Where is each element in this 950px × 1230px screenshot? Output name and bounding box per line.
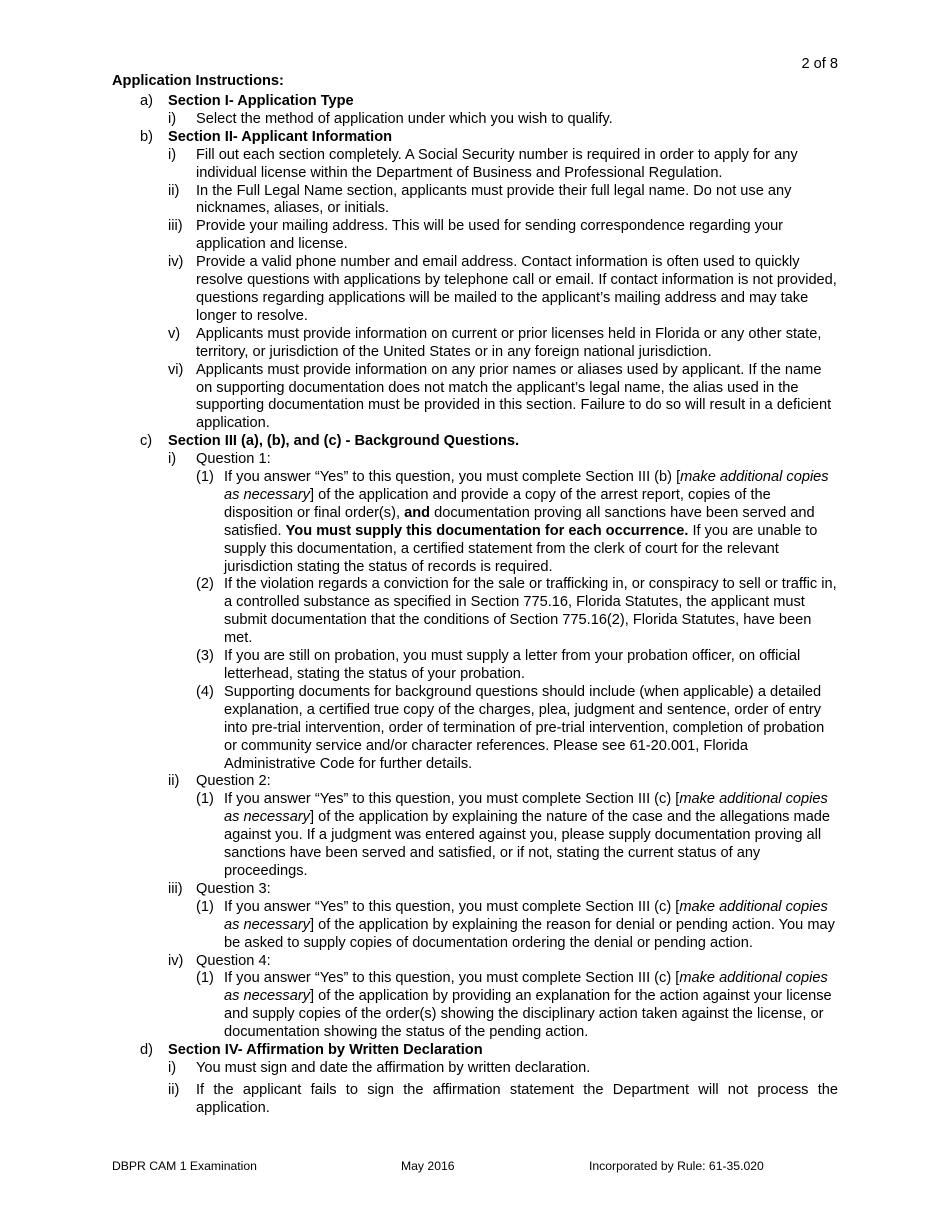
question-title: Question 2: (196, 773, 271, 790)
item-text: Applicants must provide information on current or prior licenses held in Florida or any other state, territory, or jurisdiction of the United States or in any foreign national jurisdiction. (196, 325, 822, 360)
sub-item-label: (3) (196, 648, 214, 665)
text-run: If you answer “Yes” to this question, you must complete Section III (c) [ (224, 791, 680, 808)
section-label: d) (140, 1042, 153, 1059)
item-label: i) (168, 110, 177, 127)
item-text: You must sign and date the affirmation by written declaration. (196, 1059, 591, 1076)
item-text: Provide your mailing address. This will be used for sending correspondence regarding your application and license. (196, 218, 784, 253)
question-3 (0, 881, 950, 899)
sub-item-label: (1) (196, 469, 214, 486)
item-label: ii) (168, 773, 180, 790)
section-label: c) (140, 433, 153, 450)
item-label: i) (168, 146, 177, 163)
item-label: v) (168, 325, 181, 342)
question-title: Question 4: (196, 952, 271, 969)
list-item (0, 111, 950, 129)
item-label: iv) (168, 952, 184, 969)
sub-item-label: (4) (196, 683, 214, 700)
section-label: a) (140, 93, 153, 109)
italic-run: make additional copies as necessary (224, 469, 829, 503)
list-item (0, 1060, 950, 1078)
footer-rule: Incorporated by Rule: 61-35.020 (589, 1159, 764, 1173)
list-item (0, 218, 950, 254)
text-run: If you are unable to supply this documentation, a certified statement from the clerk of court for the relevant jurisdiction stating the status of records is required. (224, 522, 818, 575)
list-item (0, 362, 950, 434)
italic-run: make additional copies as necessary (224, 791, 828, 826)
section-title: Section III (a), (b), and (c) - Background Questions. (168, 433, 520, 450)
item-label: ii) (168, 1081, 180, 1098)
sub-item-text: If the violation regards a conviction for the sale or trafficking in, or conspiracy to sell or traffic in, a controlled substance as specified in Section 775.16, Florida Statutes, the applicant must submit documentation that the conditions of Section 775.16(2), Florida Statutes, have been met. (224, 576, 837, 647)
sub-item-text (224, 899, 840, 953)
sub-item-label: (1) (196, 898, 214, 915)
sub-item-text: If you are still on probation, you must supply a letter from your probation officer, on official letterhead, stating the status of your probation. (224, 648, 801, 682)
question-2 (0, 773, 950, 791)
sub-item-text (224, 970, 840, 1042)
sub-item (0, 899, 950, 953)
item-label: i) (168, 451, 177, 468)
list-item (0, 1082, 950, 1118)
sub-item-label: (2) (196, 576, 214, 593)
text-run: ] of the application by explaining the reason for denial or pending action. You may be asked to supply copies of documentation ordering the denial or pending action. (224, 916, 835, 951)
italic-run: make additional copies as necessary (224, 970, 828, 1005)
page-number: 2 of 8 (801, 56, 838, 72)
italic-run: make additional copies as necessary (224, 898, 828, 933)
sub-item (0, 469, 950, 576)
section-b (0, 129, 950, 147)
text-run: ] of the application by explaining the nature of the case and the allegations made against you. If a judgment was entered against you, please supply documentation proving all sanctions have been served and satisfied, or if not, stating the current status of any proceedings. (224, 809, 831, 879)
section-c (0, 433, 950, 451)
question-1 (0, 451, 950, 469)
sub-item-label: (1) (196, 970, 214, 987)
question-title: Question 3: (196, 880, 271, 897)
instructions-body (0, 93, 950, 1118)
section-title: Section I- Application Type (168, 93, 354, 109)
list-item (0, 326, 950, 362)
section-a (0, 93, 950, 111)
item-label: ii) (168, 182, 180, 199)
sub-item (0, 576, 950, 648)
sub-item-label: (1) (196, 791, 214, 808)
section-d (0, 1042, 950, 1060)
section-title: Section IV- Affirmation by Written Declaration (168, 1042, 483, 1059)
item-label: vi) (168, 361, 184, 378)
sub-item (0, 970, 950, 1042)
text-run: If you answer “Yes” to this question, you must complete Section III (c) [ (224, 970, 680, 987)
list-item (0, 147, 950, 183)
sub-item-text: Supporting documents for background questions should include (when applicable) a detailed explanation, a certified true copy of the charges, plea, judgment and sentence, order of entry into pre-trial intervention, order of termination of pre-trial intervention, completion of probation or community service and/or character references. Please see 61-20.001, Florida Administrative Code for further details. (224, 683, 825, 772)
item-label: i) (168, 1059, 177, 1076)
section-label: b) (140, 128, 153, 145)
list-item (0, 183, 950, 219)
item-text: If the applicant fails to sign the affirmation statement the Department will not process the application. (196, 1081, 838, 1116)
item-label: iii) (168, 880, 183, 897)
footer-form-name: DBPR CAM 1 Examination (112, 1159, 257, 1173)
item-text: Select the method of application under which you wish to qualify. (196, 110, 613, 127)
item-text: In the Full Legal Name section, applicants must provide their full legal name. Do not use any nicknames, aliases, or initials. (196, 182, 792, 217)
text-run: documentation proving all sanctions have been served and satisfied. (224, 504, 815, 539)
sub-item-text (224, 791, 840, 881)
sub-item (0, 791, 950, 881)
section-title: Section II- Applicant Information (168, 128, 393, 145)
question-title: Question 1: (196, 451, 271, 468)
item-text: Fill out each section completely. A Social Security number is required in order to apply for any individual license within the Department of Business and Professional Regulation. (196, 146, 798, 181)
question-4 (0, 953, 950, 971)
item-text: Applicants must provide information on any prior names or aliases used by applicant. If the name on supporting documentation does not match the applicant’s legal name, the alias used in the supporting documentation must be provided in this section. Failure to do so will result in a deficient application. (196, 361, 832, 432)
text-run: If you answer “Yes” to this question, you must complete Section III (b) [ (224, 469, 681, 486)
text-run: ] of the application and provide a copy of the arrest report, copies of the disposition or final order(s), (224, 486, 771, 521)
list-item (0, 254, 950, 326)
text-run: ] of the application by providing an explanation for the action against your license and supply copies of the order(s) showing the disciplinary action taken against the license, or documentation showing the status of the pending action. (224, 988, 832, 1041)
page-heading: Application Instructions: (112, 73, 284, 89)
item-text: Provide a valid phone number and email address. Contact information is often used to quickly resolve questions with applications by telephone call or email. If contact information is not provided, questions regarding applications will be mailed to the applicant’s mailing address and may take longer to resolve. (196, 254, 837, 324)
bold-run: and (404, 504, 431, 521)
footer-date: May 2016 (401, 1159, 455, 1173)
sub-item-text (224, 469, 840, 576)
bold-run: You must supply this documentation for each occurrence. (285, 522, 689, 539)
item-label: iv) (168, 254, 184, 271)
sub-item (0, 684, 950, 774)
text-run: If you answer “Yes” to this question, you must complete Section III (c) [ (224, 898, 680, 915)
item-label: iii) (168, 218, 183, 235)
sub-item (0, 648, 950, 684)
